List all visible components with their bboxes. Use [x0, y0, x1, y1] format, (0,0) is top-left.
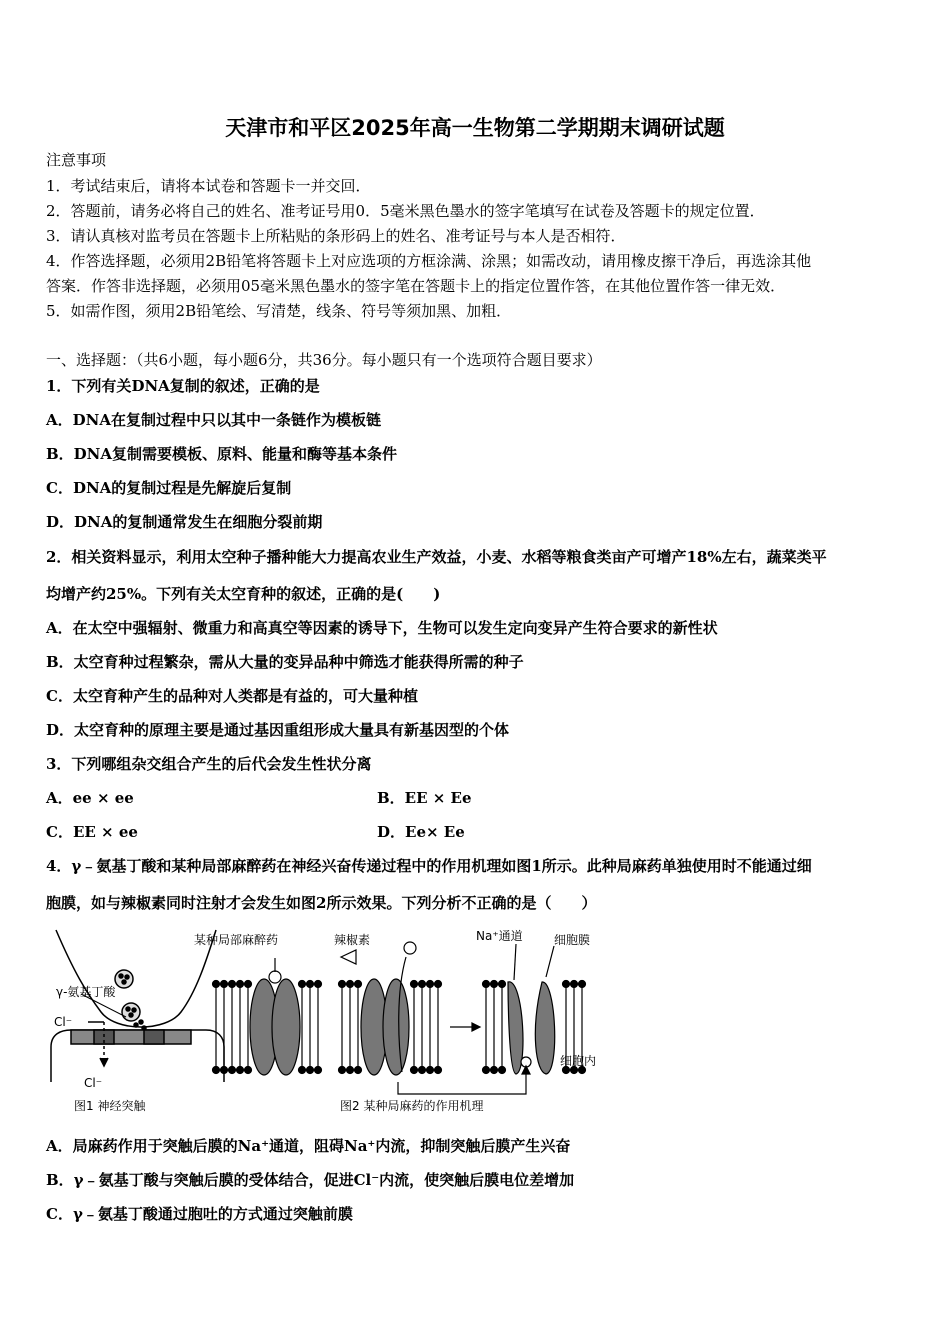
fig2-label-na-channel: Na⁺通道 [476, 929, 523, 943]
fig2-label-capsaicin: 辣椒素 [334, 933, 371, 947]
notice-item: 答案．作答非选择题，必须用05毫米黑色墨水的签字笔在答题卡上的指定位置作答，在其他位置作答一律无效． [46, 277, 786, 295]
fig1-caption: 图1 神经突触 [74, 1099, 146, 1113]
notice-item: 2．答题前，请务必将自己的姓名、准考证号用0．5毫米黑色墨水的签字笔填写在试卷及答题卡的规定位置． [46, 202, 765, 220]
question-stem-cont: 均增产约25%。下列有关太空育种的叙述，正确的是( ) [46, 585, 441, 603]
fig2-label-inside: 细胞内 [560, 1054, 597, 1068]
membrane-segment-2 [339, 942, 442, 1075]
notice-item: 4．作答选择题，必须用2B铅笔将答题卡上对应选项的方框涂满、涂黑；如需改动，请用橡皮擦干净后，再选涂其他 [46, 252, 812, 270]
option-a: A．局麻药作用于突触后膜的Na⁺通道，阻碍Na⁺内流，抑制突触后膜产生兴奋 [46, 1137, 571, 1155]
option-b: B．EE × Ee [377, 789, 472, 807]
fig1-label-cl-inside: Cl⁻ [84, 1076, 103, 1090]
option-a: A．DNA在复制过程中只以其中一条链作为模板链 [46, 411, 381, 429]
option-b: B．DNA复制需要模板、原料、能量和酶等基本条件 [46, 445, 398, 463]
question-stem: 3．下列哪组杂交组合产生的后代会发生性状分离 [46, 755, 372, 773]
option-b: B．太空育种过程繁杂，需从大量的变异品种中筛选才能获得所需的种子 [46, 653, 524, 671]
option-d: D．DNA的复制通常发生在细胞分裂前期 [46, 513, 323, 531]
notice-item: 5．如需作图，须用2B铅笔绘、写清楚，线条、符号等须加黑、加粗． [46, 302, 512, 320]
option-b: B．γ﹣氨基丁酸与突触后膜的受体结合，促进Cl⁻内流，使突触后膜电位差增加 [46, 1171, 575, 1189]
fig2-label-membrane: 细胞膜 [554, 933, 591, 947]
option-a: A．ee × ee [46, 789, 134, 807]
fig1-label-cl: Cl⁻ [54, 1015, 73, 1029]
question-stem-cont: 胞膜，如与辣椒素同时注射才会发生如图2所示效果。下列分析不正确的是（ ） [46, 894, 597, 912]
synapse-diagram [51, 930, 224, 1082]
question-stem: 1．下列有关DNA复制的叙述，正确的是 [46, 377, 320, 395]
fig2-caption: 图2 某种局麻药的作用机理 [340, 1099, 484, 1113]
mechanism-figure [46, 922, 616, 1118]
option-c: C．太空育种产生的品种对人类都是有益的，可大量种植 [46, 687, 418, 705]
process-arrow [450, 1023, 480, 1031]
question-stem: 4．γ﹣氨基丁酸和某种局部麻醉药在神经兴奋传递过程中的作用机理如图1所示。此种局麻药单独使用时不能通过细 [46, 857, 812, 875]
fig1-label-gaba: γ-氨基丁酸 [56, 985, 116, 999]
notice-item: 3．请认真核对监考员在答题卡上所粘贴的条形码上的姓名、准考证号与本人是否相符． [46, 227, 626, 245]
option-c: C．γ﹣氨基丁酸通过胞吐的方式通过突触前膜 [46, 1205, 353, 1223]
option-a: A．在太空中强辐射、微重力和高真空等因素的诱导下，生物可以发生定向变异产生符合要求的新性状 [46, 619, 718, 637]
option-d: D．Ee× Ee [377, 823, 465, 841]
notice-heading: 注意事项 [46, 151, 107, 169]
notice-item: 1．考试结束后，请将本试卷和答题卡一并交回． [46, 177, 371, 195]
option-c: C．EE × ee [46, 823, 138, 841]
membrane-diagram [213, 942, 586, 1094]
membrane-segment-1 [213, 971, 322, 1075]
question-stem: 2．相关资料显示，利用太空种子播种能大力提高农业生产效益，小麦、水稻等粮食类亩产可增产18%左右，蔬菜类平 [46, 548, 827, 566]
page-title: 天津市和平区2025年高一生物第二学期期末调研试题 [225, 116, 725, 140]
section-heading: 一、选择题：（共6小题，每小题6分，共36分。每小题只有一个选项符合题目要求） [46, 351, 602, 369]
option-d: D．太空育种的原理主要是通过基因重组形成大量具有新基因型的个体 [46, 721, 510, 739]
option-c: C．DNA的复制过程是先解旋后复制 [46, 479, 292, 497]
fig2-label-drug: 某种局部麻醉药 [194, 933, 279, 947]
